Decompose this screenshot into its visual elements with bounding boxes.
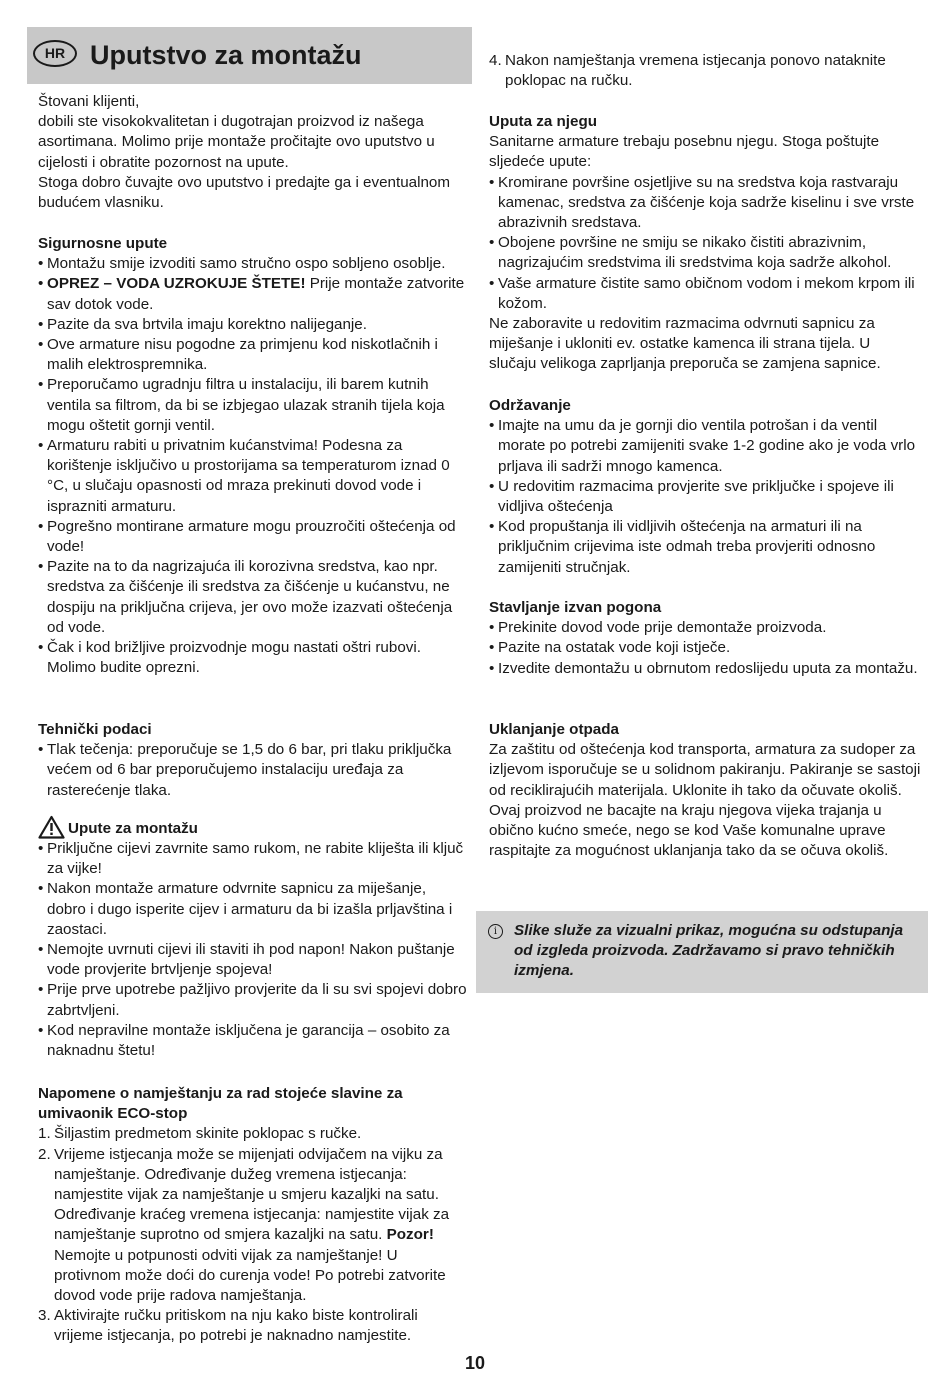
list-item: • Pazite da sva brtvila imaju korektno nalijeganje. xyxy=(38,315,468,335)
list-item: • Priključne cijevi zavrnite samo rukom, ne rabite kliješta ili ključ za vijke! xyxy=(38,839,468,879)
note-text: Slike služe za vizualni prikaz, mogućna su odstupanja od izgleda proizvoda. Zadržavamo si pravo tehničkih izmjena. xyxy=(514,922,904,980)
tech-section xyxy=(38,720,468,801)
intro-greeting: Štovani klijenti, xyxy=(38,93,140,110)
intro-paragraph: dobili ste visokokvalitetan i dugotrajan proizvod iz našega asortimana. Molimo prije montaže pročitajte ovo uputstvo u cijelosti i obratite pozornost na upute. xyxy=(38,113,435,171)
list-item: • Pazite na ostatak vode koji istječe. xyxy=(489,638,921,658)
list-item: 3. Aktivirajte ručku pritiskom na nju kako biste kontrolirali vrijeme istjecanja, po potrebi je naknadno namjestite. xyxy=(38,1307,418,1345)
list-item: 2. Vrijeme istjecanja može se mijenjati odvijačem na vijku za namještanje. Određivanje dužeg vremena istjecanja: namjestite vijak za namještanje u smjeru kazaljki na satu. Određivanje kraćeg vremena istjecanja: namjestite vijak za namještanje suprotno od smjera kazaljki na satu. Pozor! Nemojte u potpunosti odviti vijak za namještanje! U protivnom može doći do curenja vode! Po potrebi zatvorite dovod vode prije radova namještanja. xyxy=(38,1145,450,1305)
intro-paragraph: Stoga dobro čuvajte ovo uputstvo i predajte ga i eventualnom budućem vlasniku. xyxy=(38,173,451,212)
list-item: • Tlak tečenja: preporučuje se 1,5 do 6 bar, pri tlaku priključka većem od 6 bar preporučujemo instalaciju uređaja za rasterećenje tlaka. xyxy=(38,740,468,801)
list-item: • Pogrešno montirane armature mogu prouzročiti oštećenja od vode! xyxy=(38,517,468,557)
page-title: Uputstvo za montažu xyxy=(90,40,362,70)
decommission-list xyxy=(489,618,921,679)
mount-section xyxy=(38,815,468,1061)
info-icon: i xyxy=(488,924,503,939)
list-item: • Prekinite dovod vode prije demontaže proizvoda. xyxy=(489,618,921,638)
page-number: 10 xyxy=(464,1353,486,1373)
disposal-paragraph: Ovaj proizvod ne bacajte na kraju njegova vijeka trajanja u obično kućno smeće, nego se kod Vaše komunalne uprave raspitajte za mogućnost uklanjanja tako da se očuva okoliš. xyxy=(489,801,889,860)
disposal-section xyxy=(489,720,921,861)
safety-section xyxy=(38,234,468,678)
maintenance-list xyxy=(489,416,921,578)
maintenance-section xyxy=(489,396,921,578)
list-item: • Nemojte uvrnuti cijevi ili staviti ih pod napon! Nakon puštanje vode provjerite brtvljenje spojeva! xyxy=(38,940,468,980)
intro-section xyxy=(38,92,468,213)
care-section xyxy=(489,112,921,375)
list-item: • Vaše armature čistite samo običnom vodom i mekom krpom ili kožom. xyxy=(489,274,921,314)
list-item: • Obojene površine ne smiju se nikako čistiti abrazivnim, nagrizajućim sredstvima ili sredstvima koja sadrže alkohol. xyxy=(489,233,921,273)
title-bar xyxy=(27,27,472,84)
list-item: • Montažu smije izvoditi samo stručno ospo sobljeno osoblje. xyxy=(38,254,468,274)
list-item: • Prije prve upotrebe pažljivo provjerite da li su svi spojevi dobro zabrtvljeni. xyxy=(38,980,468,1020)
section-heading: Sigurnosne upute xyxy=(38,235,168,252)
list-item: • Imajte na umu da je gornji dio ventila potrošan i da ventil morate po potrebi zamijeniti svake 1-2 godine ako je voda vrlo prljava ili sadrži mnogo kamenca. xyxy=(489,416,921,477)
care-outro: Ne zaboravite u redovitim razmacima odvrnuti sapnicu za miješanje i ukloniti ev. ostatke kamenca ili strana tijela. U slučaju velikoga zaprljanja preporuča se zamjena sapnice. xyxy=(489,315,881,373)
safety-list xyxy=(38,254,468,678)
section-heading: Stavljanje izvan pogona xyxy=(489,599,662,616)
warning-text: OPREZ – VODA UZROKUJE ŠTETE! xyxy=(47,275,306,293)
list-item: • Ove armature nisu pogodne za primjenu kod niskotlačnih i malih elektrospremnika. xyxy=(38,335,468,375)
adjust-section-continued xyxy=(489,51,921,91)
list-item: • Čak i kod brižljive proizvodnje mogu nastati oštri rubovi. Molimo budite oprezni. xyxy=(38,638,468,678)
section-heading: Uklanjanje otpada xyxy=(489,721,619,738)
warning-triangle-icon xyxy=(38,815,65,839)
section-heading: Održavanje xyxy=(489,397,571,414)
list-item: • U redovitim razmacima provjerite sve priključke i spojeve ili vidljiva oštećenja xyxy=(489,477,921,517)
language-badge: HR xyxy=(33,40,77,67)
list-item: • Preporučamo ugradnju filtra u instalaciju, ili barem kutnih ventila sa filtrom, da bi se izbjegao ulazak stranih tijela koja mogu oštetit gornji ventil. xyxy=(38,375,468,436)
section-heading: Upute za montažu xyxy=(38,815,468,839)
adjust-list xyxy=(38,1124,468,1346)
disposal-paragraph: Za zaštitu od oštećenja kod transporta, armatura za sudoper za izljevom isporučuje se u solidnom pakiranju. Pakiranje se sastoji od reciklirajućih materijala. Uklonite ih tako da očuvate okoliš. xyxy=(489,741,921,799)
section-heading: Uputa za njegu xyxy=(489,113,598,130)
list-item: 1. Šiljastim predmetom skinite poklopac s ručke. xyxy=(38,1125,362,1143)
section-heading: Napomene o namještanju za rad stojeće slavine za umivaonik ECO-stop xyxy=(38,1085,403,1123)
list-item: • OPREZ – VODA UZROKUJE ŠTETE! Prije montaže zatvorite sav dotok vode. xyxy=(38,274,468,314)
care-list xyxy=(489,173,921,314)
list-item: • Izvedite demontažu u obrnutom redoslijedu uputa za montažu. xyxy=(489,659,921,679)
note-box xyxy=(476,911,928,993)
list-item: • Pazite na to da nagrizajuća ili korozivna sredstva, kao npr. sredstva za čišćenje ili sredstva za čišćenje u kućanstvu, ne dospiju na priključna crijeva, jer ovo može izazvati oštećenja od vode. xyxy=(38,557,468,638)
list-item: • Armaturu rabiti u privatnim kućanstvima! Podesna za korištenje isključivo u prostorijama sa temperaturom iznad 0 °C, u slučaju opasnosti od mraza prekinuti dovod vode i isprazniti armaturu. xyxy=(38,436,468,517)
list-item: • Kod nepravilne montaže isključena je garancija – osobito za naknadnu štetu! xyxy=(38,1021,468,1061)
adjust-section xyxy=(38,1084,468,1347)
tech-list xyxy=(38,740,468,801)
list-item: • Kod propuštanja ili vidljivih oštećenja na armaturi ili na priključnim crijevima iste odmah treba provjeriti odnosno zamijeniti stručnjak. xyxy=(489,517,921,578)
decommission-section xyxy=(489,598,921,679)
care-intro: Sanitarne armature trebaju posebnu njegu. Stoga poštujte sljedeće upute: xyxy=(489,133,880,171)
list-item: 4. Nakon namještanja vremena istjecanja ponovo nataknite poklopac na ručku. xyxy=(489,52,886,90)
section-heading: Tehnički podaci xyxy=(38,721,152,738)
list-item: • Nakon montaže armature odvrnite sapnicu za miješanje, dobro i dugo isperite cijev i armaturu da bi izašla prljavština i zaostaci. xyxy=(38,879,468,940)
list-item: • Kromirane površine osjetljive su na sredstva koja rastvaraju kamenac, sredstva za čišćenje koja sadrže kiselinu i sve vrste abrazivnih sredstava. xyxy=(489,173,921,234)
mount-list xyxy=(38,839,468,1061)
